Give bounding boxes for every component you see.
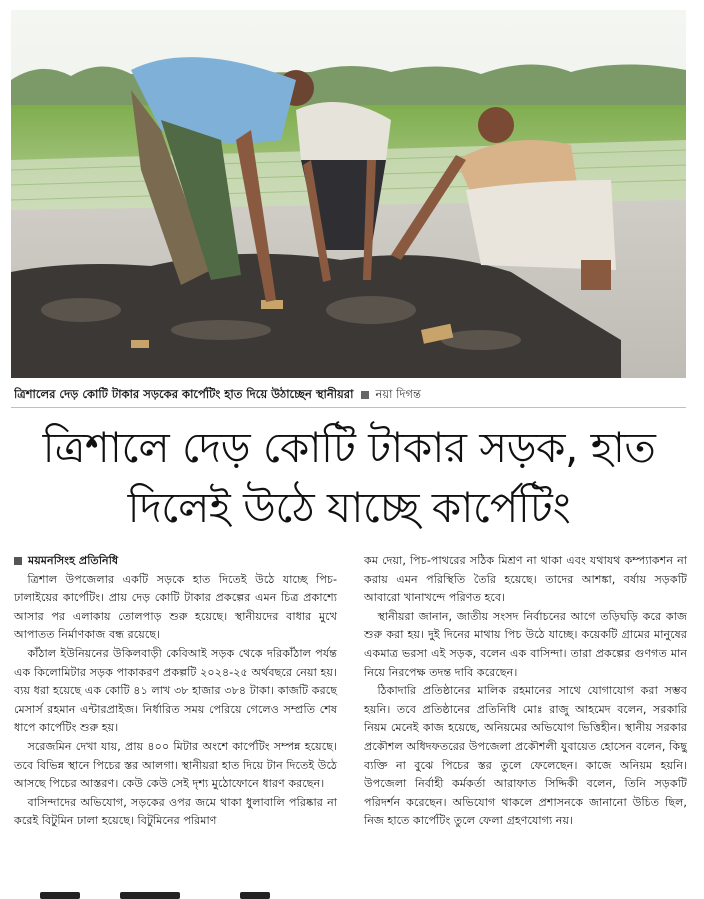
headline <box>14 418 684 538</box>
headline-line-2: দিলেই উঠে যাচ্ছে কার্পেটিং <box>127 483 571 532</box>
caption-text: ত্রিশালের দেড় কোটি টাকার সড়কের কার্পেটিং হাত দিয়ে উঠাচ্ছেন স্থানীয়রা <box>14 387 354 401</box>
caption-separator-icon <box>361 391 369 399</box>
paragraph: বাসিন্দাদের অভিযোগ, সড়কের ওপর জমে থাকা ধুলাবালি পরিষ্কার না করেই বিটুমিন ঢালা হয়েছে। বিটুমিনের পরিমাণ <box>14 795 337 828</box>
article-body <box>14 552 685 887</box>
caption-source: নয়া দিগন্ত <box>375 387 421 401</box>
headline-line-1: ত্রিশালে দেড় কোটি টাকার সড়ক, হাত <box>42 423 656 472</box>
photo-caption <box>14 383 684 405</box>
news-photo <box>11 10 686 378</box>
bullet-icon <box>14 557 22 565</box>
paragraph: ত্রিশাল উপজেলার একটি সড়কে হাত দিতেই উঠে যাচ্ছে পিচ-ঢালাইয়ের কার্পেটিং। প্রায় দেড় কোটি টাকার প্রকল্পের এমন চিত্র প্রকাশ্যে আসার পর এলাকায় তোলপাড় শুরু হয়েছে। স্থানীয়দের বাধার মুখে আপাতত নির্মাণকাজ বন্ধ রয়েছে। <box>14 572 337 642</box>
photo-image <box>11 10 686 378</box>
paragraph: কাঁঠাল ইউনিয়নের উকিলবাড়ী কেবিআই সড়ক থেকে দরিকাঁঠাল পর্যন্ত এক কিলোমিটার সড়ক পাকাকরণ প্রকল্পটি ২০২৪-২৫ অর্থবছরে নেয়া হয়। ব্যয় ধরা হয়েছে এক কোটি ৪১ লাখ ৩৮ হাজার ৩৮৪ টাকা। কাজটি করছে মেসার্স রহমান এন্টারপ্রাইজ। নির্ধারিত সময় পেরিয়ে গেলেও সম্প্রতি শেষ ধাপে কার্পেটিং শুরু হয়। <box>14 646 337 735</box>
column-left <box>14 552 337 831</box>
divider <box>11 407 686 408</box>
byline <box>14 552 337 571</box>
next-article-edge <box>0 892 704 899</box>
paragraph: ঠিকাদারি প্রতিষ্ঠানের মালিক রহমানের সাথে যোগাযোগ করা সম্ভব হয়নি। তবে প্রতিষ্ঠানের প্রতিনিধি মোঃ রাজু আহমেদ বলেন, সরকারি নিয়ম মেনেই কাজ হয়েছে, অনিয়মের অভিযোগ ভিত্তিহীন। স্থানীয় সরকার প্রকৌশল অধিদফতরের উপজেলা প্রকৌশলী যুবায়েত হোসেন বলেন, কিছু ব্যক্তি না বুঝে পিচের স্তর তুলে ফেলেছেন। কাজে অনিয়ম হয়নি। উপজেলা নির্বাহী কর্মকর্তা আরাফাত সিদ্দিকী বলেন, তিনি সড়কটি পরিদর্শন করেছেন। অভিযোগ থাকলে প্রশাসনকে জানানো উচিত ছিল, নিজ হাতে কার্পেটিং তুলে ফেলা গ্রহণযোগ্য নয়। <box>364 684 687 828</box>
paragraph: সরেজমিন দেখা যায়, প্রায় ৪০০ মিটার অংশে কার্পেটিং সম্পন্ন হয়েছে। তবে বিভিন্ন স্থানে পিচের স্তর আলগা। স্থানীয়রা হাত দিয়ে টান দিতেই উঠে আসছে পিচের আস্তরণ। কেউ কেউ সেই দৃশ্য মুঠোফোনে ধারণ করছেন। <box>14 739 337 791</box>
column-right <box>364 552 687 831</box>
paragraph: কম দেয়া, পিচ-পাথরের সঠিক মিশ্রণ না থাকা এবং যথাযথ কম্প্যাকশন না করায় এমন পরিস্থিতি তৈরি হয়েছে। তাদের আশঙ্কা, বর্ষায় সড়কটি আবারো খানাখন্দে পরিণত হবে। <box>364 554 687 605</box>
paragraph: স্থানীয়রা জানান, জাতীয় সংসদ নির্বাচনের আগে তড়িঘড়ি করে কাজ শুরু করা হয়। দুই দিনের মাথায় পিচ উঠে যাচ্ছে। কয়েকটি গ্রামের মানুষের একমাত্র ভরসা এই সড়ক, বলেন এক বাসিন্দা। তারা প্রকল্পের গুণগত মান নিয়ে নিরপেক্ষ তদন্ত দাবি করেছেন। <box>364 609 687 679</box>
byline-text: ময়মনসিংহ প্রতিনিধি <box>28 554 119 567</box>
